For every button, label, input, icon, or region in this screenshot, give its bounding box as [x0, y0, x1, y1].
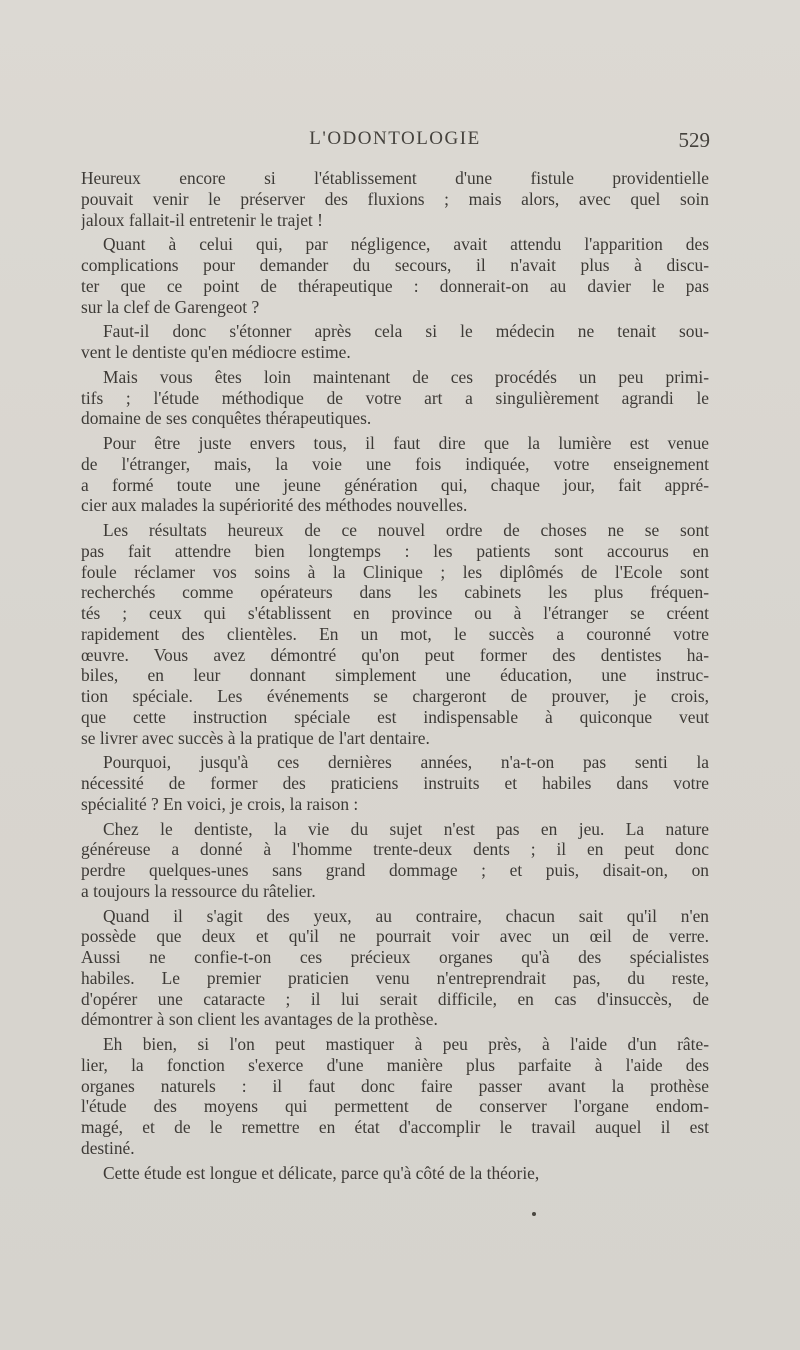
text-line: vent le dentiste qu'en médiocre estime. [81, 342, 351, 362]
text-line: destiné. [81, 1137, 135, 1158]
text-line: de l'étranger, mais, la voie une fois indiquée, votre enseignement [81, 453, 709, 474]
text-line: l'étude des moyens qui permettent de conserver l'organe endom- [81, 1096, 709, 1117]
paragraph [81, 906, 709, 1031]
text-line: Mais vous êtes loin maintenant de ces procédés un peu primi- [103, 366, 709, 387]
text-line: habiles. Le premier praticien venu n'entreprendrait pas, du reste, [81, 967, 709, 988]
text-line: Pourquoi, jusqu'à ces dernières années, n'a-t-on pas senti la [103, 752, 709, 773]
paragraph [81, 752, 709, 814]
paragraph [81, 433, 709, 516]
text-line: tifs ; l'étude méthodique de votre art a singulièrement agrandi le [81, 387, 709, 408]
body-text [81, 168, 709, 1187]
text-line: Cette étude est longue et délicate, parce qu'à côté de la théorie, [103, 1162, 540, 1183]
paragraph [81, 819, 709, 902]
text-line: biles, en leur donnant simplement une éducation, une instruc- [81, 665, 709, 686]
page-number: 529 [678, 128, 710, 152]
text-line: foule réclamer vos soins à la Clinique ; les diplômés de l'Ecole sont [81, 561, 709, 582]
running-title: L'ODONTOLOGIE [309, 128, 481, 149]
text-line: rapidement des clientèles. En un mot, le succès a couronné votre [81, 623, 709, 644]
page-header [80, 128, 710, 152]
paragraph [81, 1163, 709, 1184]
text-line: pouvait venir le préserver des fluxions ; mais alors, avec quel soin [81, 188, 709, 209]
text-line: domaine de ses conquêtes thérapeutiques. [81, 408, 372, 429]
text-line: Quand il s'agit des yeux, au contraire, chacun sait qu'il n'en [103, 905, 709, 926]
text-line: spécialité ? En voici, je crois, la raison : [81, 793, 359, 814]
text-line: sur la clef de Garengeot ? [81, 296, 260, 317]
text-line: Chez le dentiste, la vie du sujet n'est pas en jeu. La nature [103, 818, 709, 839]
paragraph [81, 367, 709, 429]
text-line: Les résultats heureux de ce nouvel ordre de choses ne se sont [103, 520, 709, 540]
text-line: œuvre. Vous avez démontré qu'on peut former des dentistes ha- [81, 644, 709, 665]
text-line: Quant à celui qui, par négligence, avait attendu l'apparition des [103, 234, 709, 255]
text-line: tés ; ceux qui s'établissent en province ou à l'étranger se créent [81, 603, 709, 623]
text-line: Faut-il donc s'étonner après cela si le médecin ne tenait sou- [103, 321, 709, 342]
text-line: d'opérer une cataracte ; il lui serait difficile, en cas d'insuccès, de [81, 988, 709, 1009]
text-line: recherchés comme opérateurs dans les cabinets les plus fréquen- [81, 582, 709, 603]
paragraph [81, 1034, 709, 1159]
text-line: démontrer à son client les avantages de la prothèse. [81, 1009, 438, 1030]
text-line: a formé toute une jeune génération qui, chaque jour, fait appré- [81, 474, 709, 495]
paragraph [81, 520, 709, 748]
text-line: Aussi ne confie-t-on ces précieux organes qu'à des spécialistes [81, 947, 709, 967]
text-line: tion spéciale. Les événements se chargeront de prouver, je crois, [81, 686, 709, 706]
text-line: lier, la fonction s'exerce d'une manière plus parfaite à l'aide des [81, 1054, 709, 1075]
text-line: pas fait attendre bien longtemps : les patients sont accourus en [81, 540, 709, 561]
printer-mark [532, 1212, 536, 1216]
text-line: Heureux encore si l'établissement d'une fistule providentielle [81, 168, 709, 188]
text-line: se livrer avec succès à la pratique de l'art dentaire. [81, 727, 430, 748]
paragraph [81, 321, 709, 363]
text-line: nécessité de former des praticiens instruits et habiles dans votre [81, 773, 709, 793]
text-line: Pour être juste envers tous, il faut dire que la lumière est venue [103, 433, 709, 453]
text-line: généreuse a donné à l'homme trente-deux dents ; il en peut donc [81, 839, 709, 860]
text-line: ter que ce point de thérapeutique : donnerait-on au davier le pas [81, 275, 709, 296]
text-line: perdre quelques-unes sans grand dommage ; et puis, disait-on, on [81, 860, 709, 880]
paragraph [81, 168, 709, 230]
text-line: magé, et de le remettre en état d'accomplir le travail auquel il est [81, 1117, 709, 1137]
paragraph [81, 234, 709, 317]
text-line: complications pour demander du secours, il n'avait plus à discu- [81, 255, 709, 275]
text-line: Eh bien, si l'on peut mastiquer à peu près, à l'aide d'un râte- [103, 1034, 709, 1054]
text-line: organes naturels : il faut donc faire passer avant la prothèse [81, 1075, 709, 1096]
text-line: que cette instruction spéciale est indispensable à quiconque veut [81, 706, 709, 727]
text-line: jaloux fallait-il entretenir le trajet ! [81, 209, 323, 230]
text-line: cier aux malades la supériorité des méthodes nouvelles. [81, 495, 468, 516]
text-line: a toujours la ressource du râtelier. [81, 880, 316, 901]
text-line: possède que deux et qu'il ne pourrait voir avec un œil de verre. [81, 926, 709, 947]
